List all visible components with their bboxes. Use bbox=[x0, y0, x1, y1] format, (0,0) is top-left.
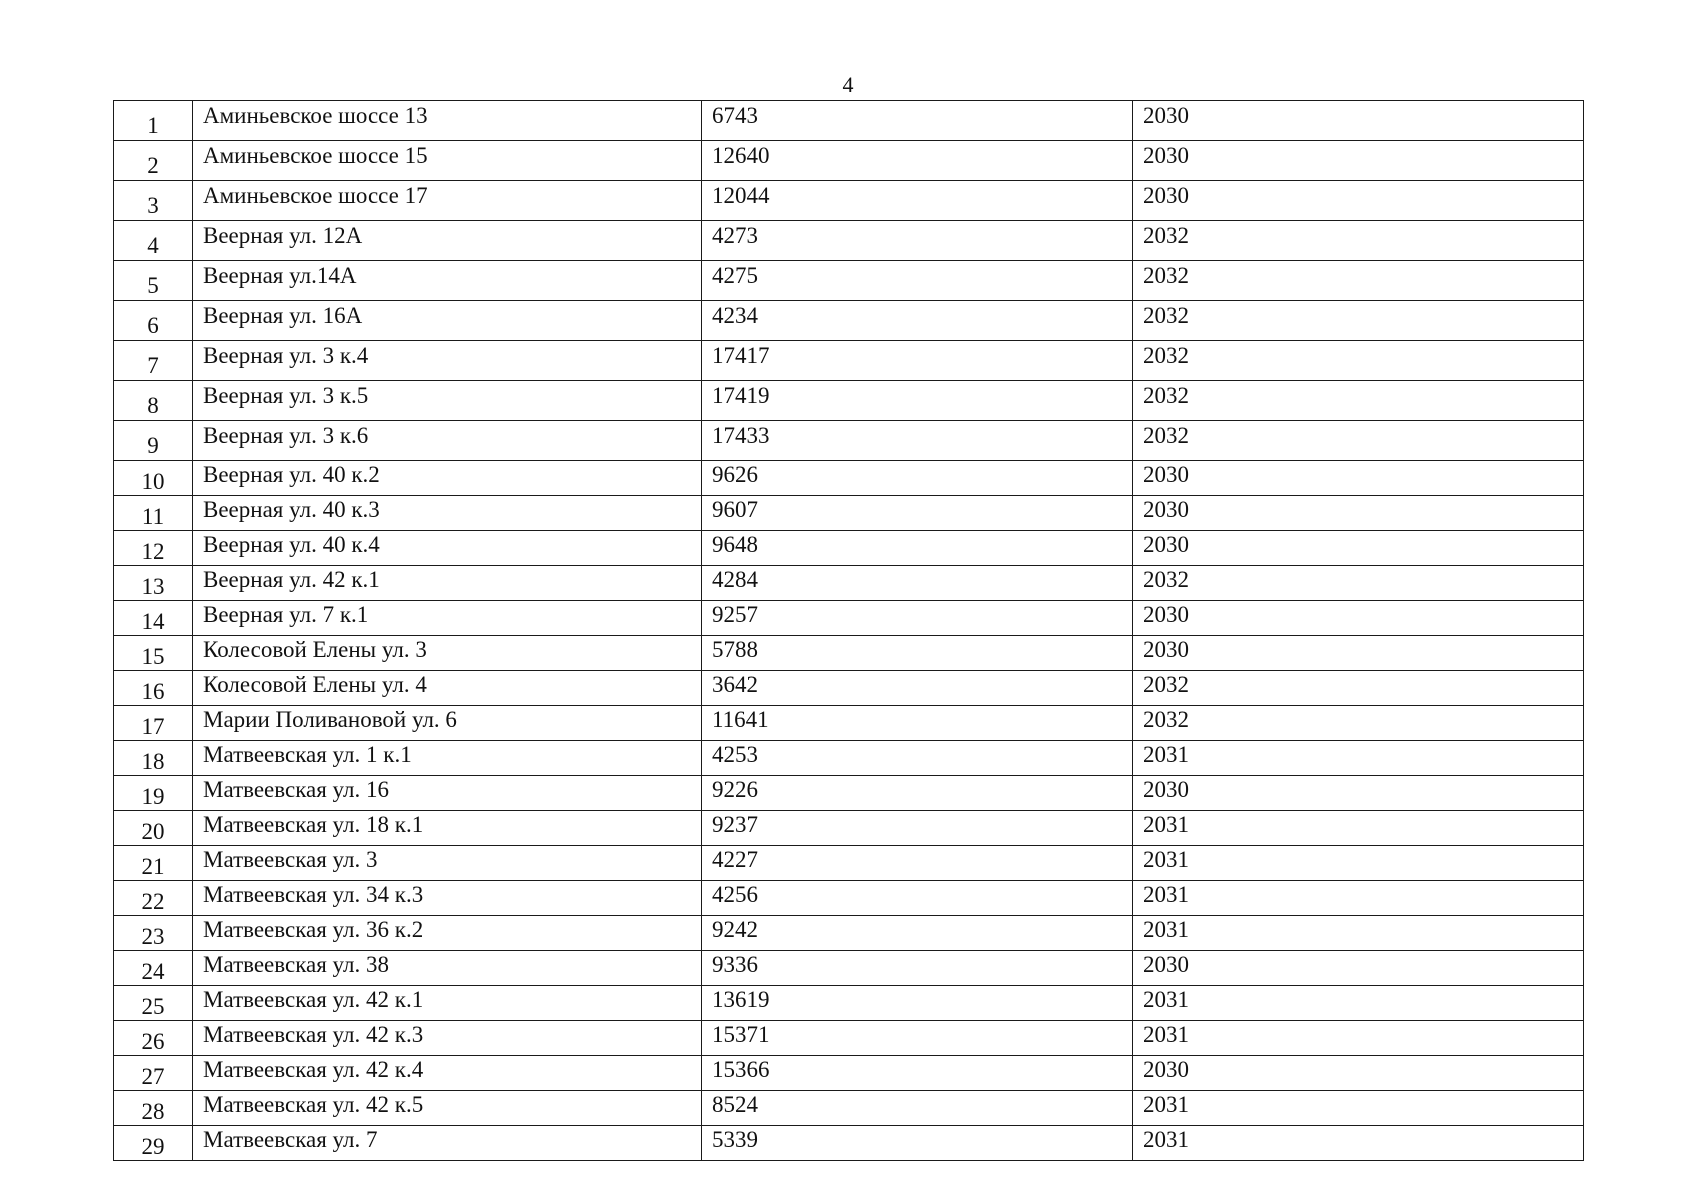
value-cell: 12044 bbox=[702, 181, 1133, 221]
value-cell: 6743 bbox=[702, 101, 1133, 141]
page-number: 4 bbox=[842, 72, 854, 97]
address-cell: Матвеевская ул. 38 bbox=[193, 951, 702, 986]
value-cell: 15371 bbox=[702, 1021, 1133, 1056]
value-cell: 12640 bbox=[702, 141, 1133, 181]
table-row bbox=[114, 1091, 1584, 1126]
row-number: 18 bbox=[114, 741, 193, 776]
address-cell: Матвеевская ул. 42 к.5 bbox=[193, 1091, 702, 1126]
row-number: 11 bbox=[114, 496, 193, 531]
table-row bbox=[114, 671, 1584, 706]
table-row bbox=[114, 706, 1584, 741]
address-cell: Матвеевская ул. 42 к.1 bbox=[193, 986, 702, 1021]
year-cell: 2030 bbox=[1133, 1056, 1584, 1091]
table-row bbox=[114, 1021, 1584, 1056]
value-cell: 9226 bbox=[702, 776, 1133, 811]
row-number: 19 bbox=[114, 776, 193, 811]
year-cell: 2032 bbox=[1133, 381, 1584, 421]
value-cell: 9336 bbox=[702, 951, 1133, 986]
table-row bbox=[114, 1126, 1584, 1161]
address-cell: Матвеевская ул. 7 bbox=[193, 1126, 702, 1161]
year-cell: 2032 bbox=[1133, 671, 1584, 706]
year-cell: 2030 bbox=[1133, 461, 1584, 496]
year-cell: 2030 bbox=[1133, 601, 1584, 636]
year-cell: 2030 bbox=[1133, 531, 1584, 566]
value-cell: 9626 bbox=[702, 461, 1133, 496]
table-row bbox=[114, 776, 1584, 811]
table-row bbox=[114, 421, 1584, 461]
table-row bbox=[114, 846, 1584, 881]
table-row bbox=[114, 986, 1584, 1021]
year-cell: 2030 bbox=[1133, 951, 1584, 986]
address-cell: Колесовой Елены ул. 3 bbox=[193, 636, 702, 671]
table-row bbox=[114, 916, 1584, 951]
value-cell: 9237 bbox=[702, 811, 1133, 846]
value-cell: 17433 bbox=[702, 421, 1133, 461]
row-number: 13 bbox=[114, 566, 193, 601]
value-cell: 4253 bbox=[702, 741, 1133, 776]
value-cell: 9607 bbox=[702, 496, 1133, 531]
address-cell: Аминьевское шоссе 13 bbox=[193, 101, 702, 141]
value-cell: 9648 bbox=[702, 531, 1133, 566]
address-cell: Веерная ул. 40 к.2 bbox=[193, 461, 702, 496]
row-number: 5 bbox=[114, 261, 193, 301]
year-cell: 2031 bbox=[1133, 811, 1584, 846]
address-cell: Аминьевское шоссе 15 bbox=[193, 141, 702, 181]
address-cell: Матвеевская ул. 3 bbox=[193, 846, 702, 881]
row-number: 20 bbox=[114, 811, 193, 846]
value-cell: 9257 bbox=[702, 601, 1133, 636]
table-row bbox=[114, 101, 1584, 141]
year-cell: 2031 bbox=[1133, 1126, 1584, 1161]
housing-table bbox=[113, 100, 1584, 1161]
table-row bbox=[114, 531, 1584, 566]
year-cell: 2030 bbox=[1133, 101, 1584, 141]
address-cell: Марии Поливановой ул. 6 bbox=[193, 706, 702, 741]
value-cell: 4256 bbox=[702, 881, 1133, 916]
year-cell: 2032 bbox=[1133, 706, 1584, 741]
address-cell: Колесовой Елены ул. 4 bbox=[193, 671, 702, 706]
year-cell: 2031 bbox=[1133, 1021, 1584, 1056]
address-cell: Матвеевская ул. 16 bbox=[193, 776, 702, 811]
table-row bbox=[114, 741, 1584, 776]
value-cell: 13619 bbox=[702, 986, 1133, 1021]
address-cell: Веерная ул. 3 к.4 bbox=[193, 341, 702, 381]
address-cell: Веерная ул. 7 к.1 bbox=[193, 601, 702, 636]
address-cell: Веерная ул. 12А bbox=[193, 221, 702, 261]
row-number: 3 bbox=[114, 181, 193, 221]
row-number: 22 bbox=[114, 881, 193, 916]
address-cell: Веерная ул. 3 к.5 bbox=[193, 381, 702, 421]
value-cell: 4284 bbox=[702, 566, 1133, 601]
value-cell: 4234 bbox=[702, 301, 1133, 341]
value-cell: 9242 bbox=[702, 916, 1133, 951]
value-cell: 4275 bbox=[702, 261, 1133, 301]
row-number: 17 bbox=[114, 706, 193, 741]
table-row bbox=[114, 261, 1584, 301]
row-number: 7 bbox=[114, 341, 193, 381]
year-cell: 2031 bbox=[1133, 881, 1584, 916]
table-row bbox=[114, 301, 1584, 341]
address-cell: Веерная ул.14А bbox=[193, 261, 702, 301]
table-row bbox=[114, 341, 1584, 381]
year-cell: 2032 bbox=[1133, 221, 1584, 261]
row-number: 6 bbox=[114, 301, 193, 341]
address-cell: Веерная ул. 40 к.3 bbox=[193, 496, 702, 531]
row-number: 16 bbox=[114, 671, 193, 706]
address-cell: Веерная ул. 16А bbox=[193, 301, 702, 341]
row-number: 2 bbox=[114, 141, 193, 181]
table-row bbox=[114, 951, 1584, 986]
value-cell: 5788 bbox=[702, 636, 1133, 671]
row-number: 23 bbox=[114, 916, 193, 951]
table-row bbox=[114, 636, 1584, 671]
year-cell: 2030 bbox=[1133, 776, 1584, 811]
value-cell: 15366 bbox=[702, 1056, 1133, 1091]
row-number: 4 bbox=[114, 221, 193, 261]
year-cell: 2030 bbox=[1133, 636, 1584, 671]
value-cell: 8524 bbox=[702, 1091, 1133, 1126]
address-cell: Матвеевская ул. 42 к.4 bbox=[193, 1056, 702, 1091]
year-cell: 2031 bbox=[1133, 846, 1584, 881]
row-number: 14 bbox=[114, 601, 193, 636]
value-cell: 4273 bbox=[702, 221, 1133, 261]
value-cell: 5339 bbox=[702, 1126, 1133, 1161]
address-cell: Веерная ул. 3 к.6 bbox=[193, 421, 702, 461]
address-cell: Матвеевская ул. 42 к.3 bbox=[193, 1021, 702, 1056]
row-number: 28 bbox=[114, 1091, 193, 1126]
table-row bbox=[114, 1056, 1584, 1091]
year-cell: 2032 bbox=[1133, 301, 1584, 341]
year-cell: 2032 bbox=[1133, 341, 1584, 381]
address-cell: Веерная ул. 42 к.1 bbox=[193, 566, 702, 601]
table-row bbox=[114, 811, 1584, 846]
row-number: 25 bbox=[114, 986, 193, 1021]
address-cell: Матвеевская ул. 18 к.1 bbox=[193, 811, 702, 846]
year-cell: 2031 bbox=[1133, 916, 1584, 951]
address-cell: Веерная ул. 40 к.4 bbox=[193, 531, 702, 566]
row-number: 24 bbox=[114, 951, 193, 986]
row-number: 15 bbox=[114, 636, 193, 671]
row-number: 27 bbox=[114, 1056, 193, 1091]
year-cell: 2031 bbox=[1133, 741, 1584, 776]
table-row bbox=[114, 496, 1584, 531]
year-cell: 2030 bbox=[1133, 141, 1584, 181]
value-cell: 3642 bbox=[702, 671, 1133, 706]
row-number: 8 bbox=[114, 381, 193, 421]
row-number: 26 bbox=[114, 1021, 193, 1056]
value-cell: 17417 bbox=[702, 341, 1133, 381]
table-row bbox=[114, 881, 1584, 916]
value-cell: 17419 bbox=[702, 381, 1133, 421]
address-cell: Аминьевское шоссе 17 bbox=[193, 181, 702, 221]
table-row bbox=[114, 601, 1584, 636]
address-cell: Матвеевская ул. 36 к.2 bbox=[193, 916, 702, 951]
row-number: 10 bbox=[114, 461, 193, 496]
row-number: 1 bbox=[114, 101, 193, 141]
table-row bbox=[114, 181, 1584, 221]
table-row bbox=[114, 566, 1584, 601]
table-row bbox=[114, 461, 1584, 496]
value-cell: 11641 bbox=[702, 706, 1133, 741]
table-row bbox=[114, 221, 1584, 261]
year-cell: 2032 bbox=[1133, 421, 1584, 461]
year-cell: 2031 bbox=[1133, 1091, 1584, 1126]
address-cell: Матвеевская ул. 1 к.1 bbox=[193, 741, 702, 776]
row-number: 21 bbox=[114, 846, 193, 881]
address-cell: Матвеевская ул. 34 к.3 bbox=[193, 881, 702, 916]
year-cell: 2030 bbox=[1133, 496, 1584, 531]
row-number: 9 bbox=[114, 421, 193, 461]
year-cell: 2032 bbox=[1133, 261, 1584, 301]
value-cell: 4227 bbox=[702, 846, 1133, 881]
year-cell: 2031 bbox=[1133, 986, 1584, 1021]
table-row bbox=[114, 381, 1584, 421]
row-number: 29 bbox=[114, 1126, 193, 1161]
row-number: 12 bbox=[114, 531, 193, 566]
year-cell: 2030 bbox=[1133, 181, 1584, 221]
table-row bbox=[114, 141, 1584, 181]
year-cell: 2032 bbox=[1133, 566, 1584, 601]
